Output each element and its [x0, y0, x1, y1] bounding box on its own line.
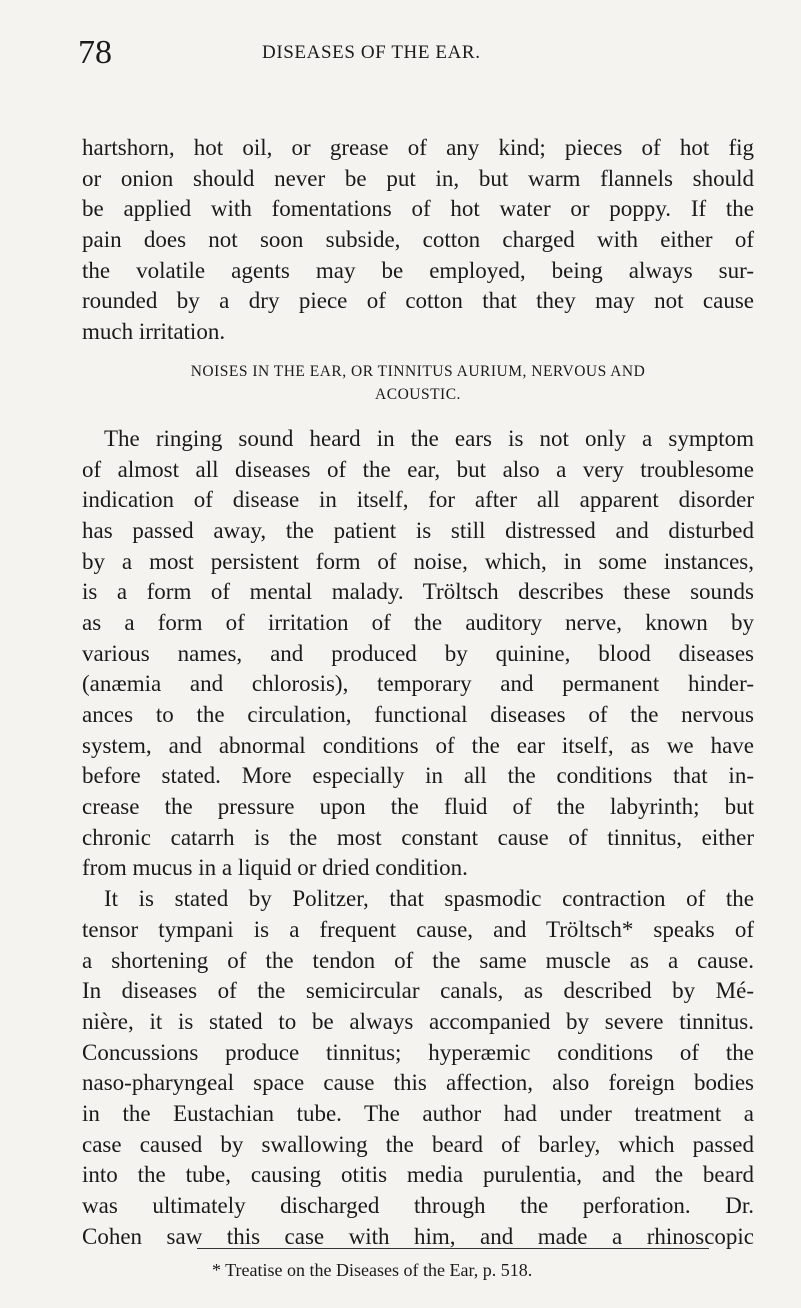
- paragraph-1: [82, 133, 754, 348]
- text-line: is a form of mental malady. Tröltsch describes these sounds: [82, 579, 754, 605]
- text-line: system, and abnormal conditions of the ear itself, as we have: [82, 732, 754, 758]
- section-heading: [82, 360, 754, 406]
- paragraph-3: [82, 884, 754, 1252]
- text-line: It is stated by Politzer, that spasmodic contraction of the: [104, 886, 754, 912]
- text-line: as a form of irritation of the auditory nerve, known by: [82, 609, 754, 635]
- text-line: indication of disease in itself, for after all apparent disorder: [82, 487, 754, 513]
- text-line: or onion should never be put in, but warm flannels should: [82, 165, 754, 191]
- text-line: has passed away, the patient is still distressed and disturbed: [82, 517, 754, 543]
- text-line: be applied with fomentations of hot water or poppy. If the: [82, 196, 754, 222]
- text-line: of almost all diseases of the ear, but also a very troublesome: [82, 456, 754, 482]
- heading-line: NOISES IN THE EAR, OR TINNITUS AURIUM, NERVOUS AND: [190, 362, 646, 380]
- footnote: * Treatise on the Diseases of the Ear, p. 518.: [212, 1260, 533, 1280]
- text-line: nière, it is stated to be always accompanied by severe tinnitus.: [82, 1008, 754, 1034]
- text-line: Concussions produce tinnitus; hyperæmic conditions of the: [82, 1039, 754, 1065]
- text-line: into the tube, causing otitis media purulentia, and the beard: [82, 1162, 754, 1188]
- text-line: crease the pressure upon the fluid of the labyrinth; but: [82, 794, 754, 820]
- text-line: ances to the circulation, functional diseases of the nervous: [82, 702, 754, 727]
- text-line: pain does not soon subside, cotton charged with either of: [82, 227, 754, 253]
- text-line: various names, and produced by quinine, blood diseases: [82, 640, 754, 666]
- running-head: DISEASES OF THE EAR.: [262, 42, 481, 63]
- footnote-divider: [197, 1248, 709, 1249]
- text-line: hartshorn, hot oil, or grease of any kind; pieces of hot fig: [82, 135, 754, 160]
- text-line: (anæmia and chlorosis), temporary and permanent hinder-: [82, 671, 754, 697]
- text-line: before stated. More especially in all the conditions that in-: [82, 763, 754, 789]
- text-line: by a most persistent form of noise, which, in some instances,: [82, 548, 754, 574]
- text-line: in the Eustachian tube. The author had under treatment a: [82, 1100, 754, 1126]
- text-line: tensor tympani is a frequent cause, and Tröltsch* speaks of: [82, 916, 754, 942]
- page-number: 78: [78, 34, 112, 71]
- text-line: naso-pharyngeal space cause this affection, also foreign bodies: [82, 1070, 754, 1096]
- text-line: The ringing sound heard in the ears is not only a symptom: [104, 425, 754, 451]
- text-line: In diseases of the semicircular canals, as described by Mé-: [82, 978, 754, 1004]
- text-line: was ultimately discharged through the perforation. Dr.: [82, 1193, 754, 1218]
- heading-line: ACOUSTIC.: [375, 385, 461, 403]
- text-line: much irritation.: [82, 319, 226, 345]
- page-header: [78, 28, 758, 78]
- text-line: a shortening of the tendon of the same muscle as a cause.: [82, 947, 754, 973]
- paragraph-2: [82, 424, 754, 884]
- body-text: [82, 133, 754, 1252]
- text-line: Cohen saw this case with him, and made a rhinoscopic: [82, 1223, 754, 1249]
- text-line: from mucus in a liquid or dried condition.: [82, 855, 468, 881]
- text-line: case caused by swallowing the beard of barley, which passed: [82, 1131, 754, 1157]
- text-line: rounded by a dry piece of cotton that they may not cause: [82, 288, 754, 314]
- text-line: the volatile agents may be employed, being always sur-: [82, 257, 754, 283]
- text-line: chronic catarrh is the most constant cause of tinnitus, either: [82, 824, 754, 850]
